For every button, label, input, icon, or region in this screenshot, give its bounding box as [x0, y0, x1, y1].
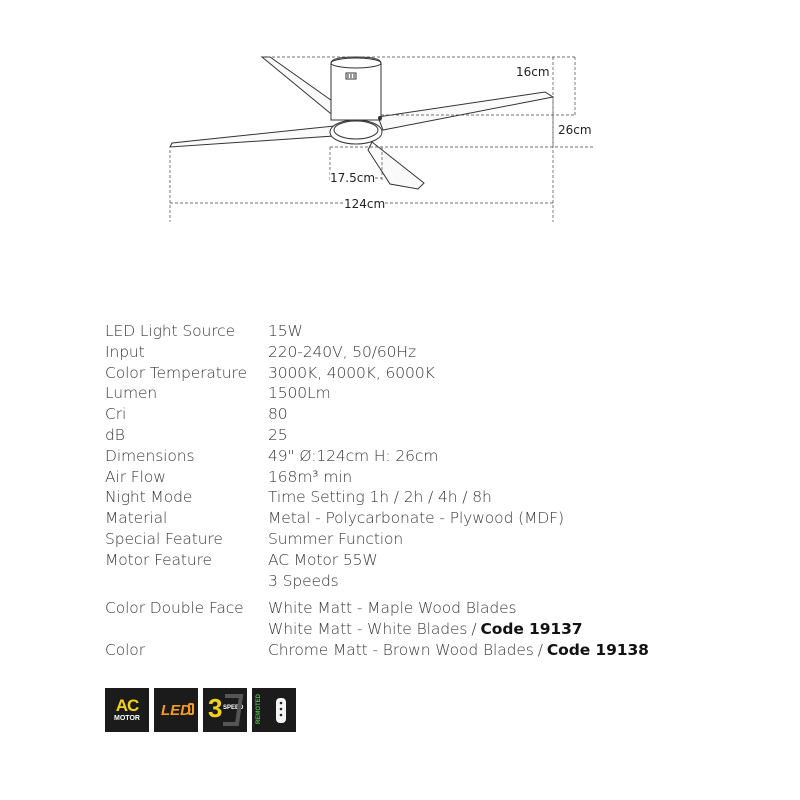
color-row	[105, 640, 725, 661]
spec-row	[105, 529, 725, 550]
spec-value: 3000K, 4000K, 6000K	[268, 363, 435, 382]
fan-dimension-diagram	[0, 0, 800, 240]
spec-value: Summer Function	[268, 529, 404, 548]
spec-row	[105, 321, 725, 342]
spec-table	[105, 321, 725, 661]
spec-row	[105, 425, 725, 446]
spec-row	[105, 467, 725, 488]
remote-badge-text: REMOTED	[256, 694, 262, 724]
speed-badge-number: 3	[208, 693, 223, 723]
spec-value: White Matt - Maple Wood Blades	[268, 599, 517, 618]
spec-value: 1500Lm	[268, 384, 331, 403]
ac-badge-subtitle: MOTOR	[114, 715, 140, 722]
spec-row	[105, 487, 725, 508]
spec-label: Dimensions	[105, 446, 195, 465]
spec-label: Input	[105, 342, 145, 361]
remote-badge-icon	[252, 688, 296, 732]
spec-label: dB	[105, 425, 125, 444]
spec-label: Color Double Face	[105, 599, 244, 618]
dim-canopy-height: 16cm	[516, 65, 550, 79]
spec-label: Night Mode	[105, 488, 193, 507]
product-code: Code 19138	[546, 640, 649, 659]
spec-label: Cri	[105, 405, 127, 424]
spec-value: 220-240V, 50/60Hz	[268, 342, 416, 361]
spec-value: 49" Ø:124cm H: 26cm	[268, 446, 439, 465]
product-code: Code 19137	[480, 620, 583, 639]
spec-row	[105, 363, 725, 384]
spec-value: 3 Speeds	[268, 571, 339, 590]
spec-row	[105, 571, 725, 592]
3-speed-badge-icon	[203, 688, 247, 732]
dim-span: 124cm	[344, 197, 386, 211]
color-double-face-row-2	[105, 619, 725, 640]
spec-row	[105, 383, 725, 404]
speed-badge-text: SPEED	[223, 705, 244, 711]
spec-label: LED Light Source	[105, 322, 235, 340]
spec-value: Time Setting 1h / 2h / 4h / 8h	[268, 488, 492, 507]
spec-value: AC Motor 55W	[268, 550, 378, 569]
led-badge-text: LED	[161, 701, 191, 719]
spec-row	[105, 404, 725, 425]
feature-badges	[105, 688, 296, 732]
spec-value: 80	[268, 405, 288, 424]
spec-value: 25	[268, 425, 288, 444]
spec-label	[105, 571, 268, 592]
spec-label: Color Temperature	[105, 363, 247, 382]
spec-label: Color	[105, 640, 145, 659]
separator: /	[537, 640, 543, 659]
spec-label: Air Flow	[105, 467, 166, 486]
spec-value: 15W	[268, 322, 303, 340]
spec-row	[105, 508, 725, 529]
spec-label: Material	[105, 509, 168, 528]
spec-row	[105, 446, 725, 467]
led-badge-icon	[154, 688, 198, 732]
ac-badge-title: AC	[115, 696, 139, 715]
spec-label: Special Feature	[105, 529, 223, 548]
spec-value: 168m³ min	[268, 467, 353, 486]
spec-row	[105, 550, 725, 571]
spec-label: Lumen	[105, 384, 158, 403]
color-double-face-row	[105, 598, 725, 619]
separator: /	[471, 620, 477, 639]
spec-label: Motor Feature	[105, 550, 212, 569]
dim-total-height: 26cm	[558, 123, 592, 137]
color-option: White Matt - White Blades	[268, 620, 468, 639]
spec-value: Metal - Polycarbonate - Plywood (MDF)	[268, 509, 564, 528]
color-option: Chrome Matt - Brown Wood Blades	[268, 640, 534, 659]
fan-diagram-icon	[0, 0, 800, 240]
ac-motor-badge-icon	[105, 688, 149, 732]
dim-light-diameter: 17.5cm	[330, 171, 376, 185]
spec-row	[105, 342, 725, 363]
